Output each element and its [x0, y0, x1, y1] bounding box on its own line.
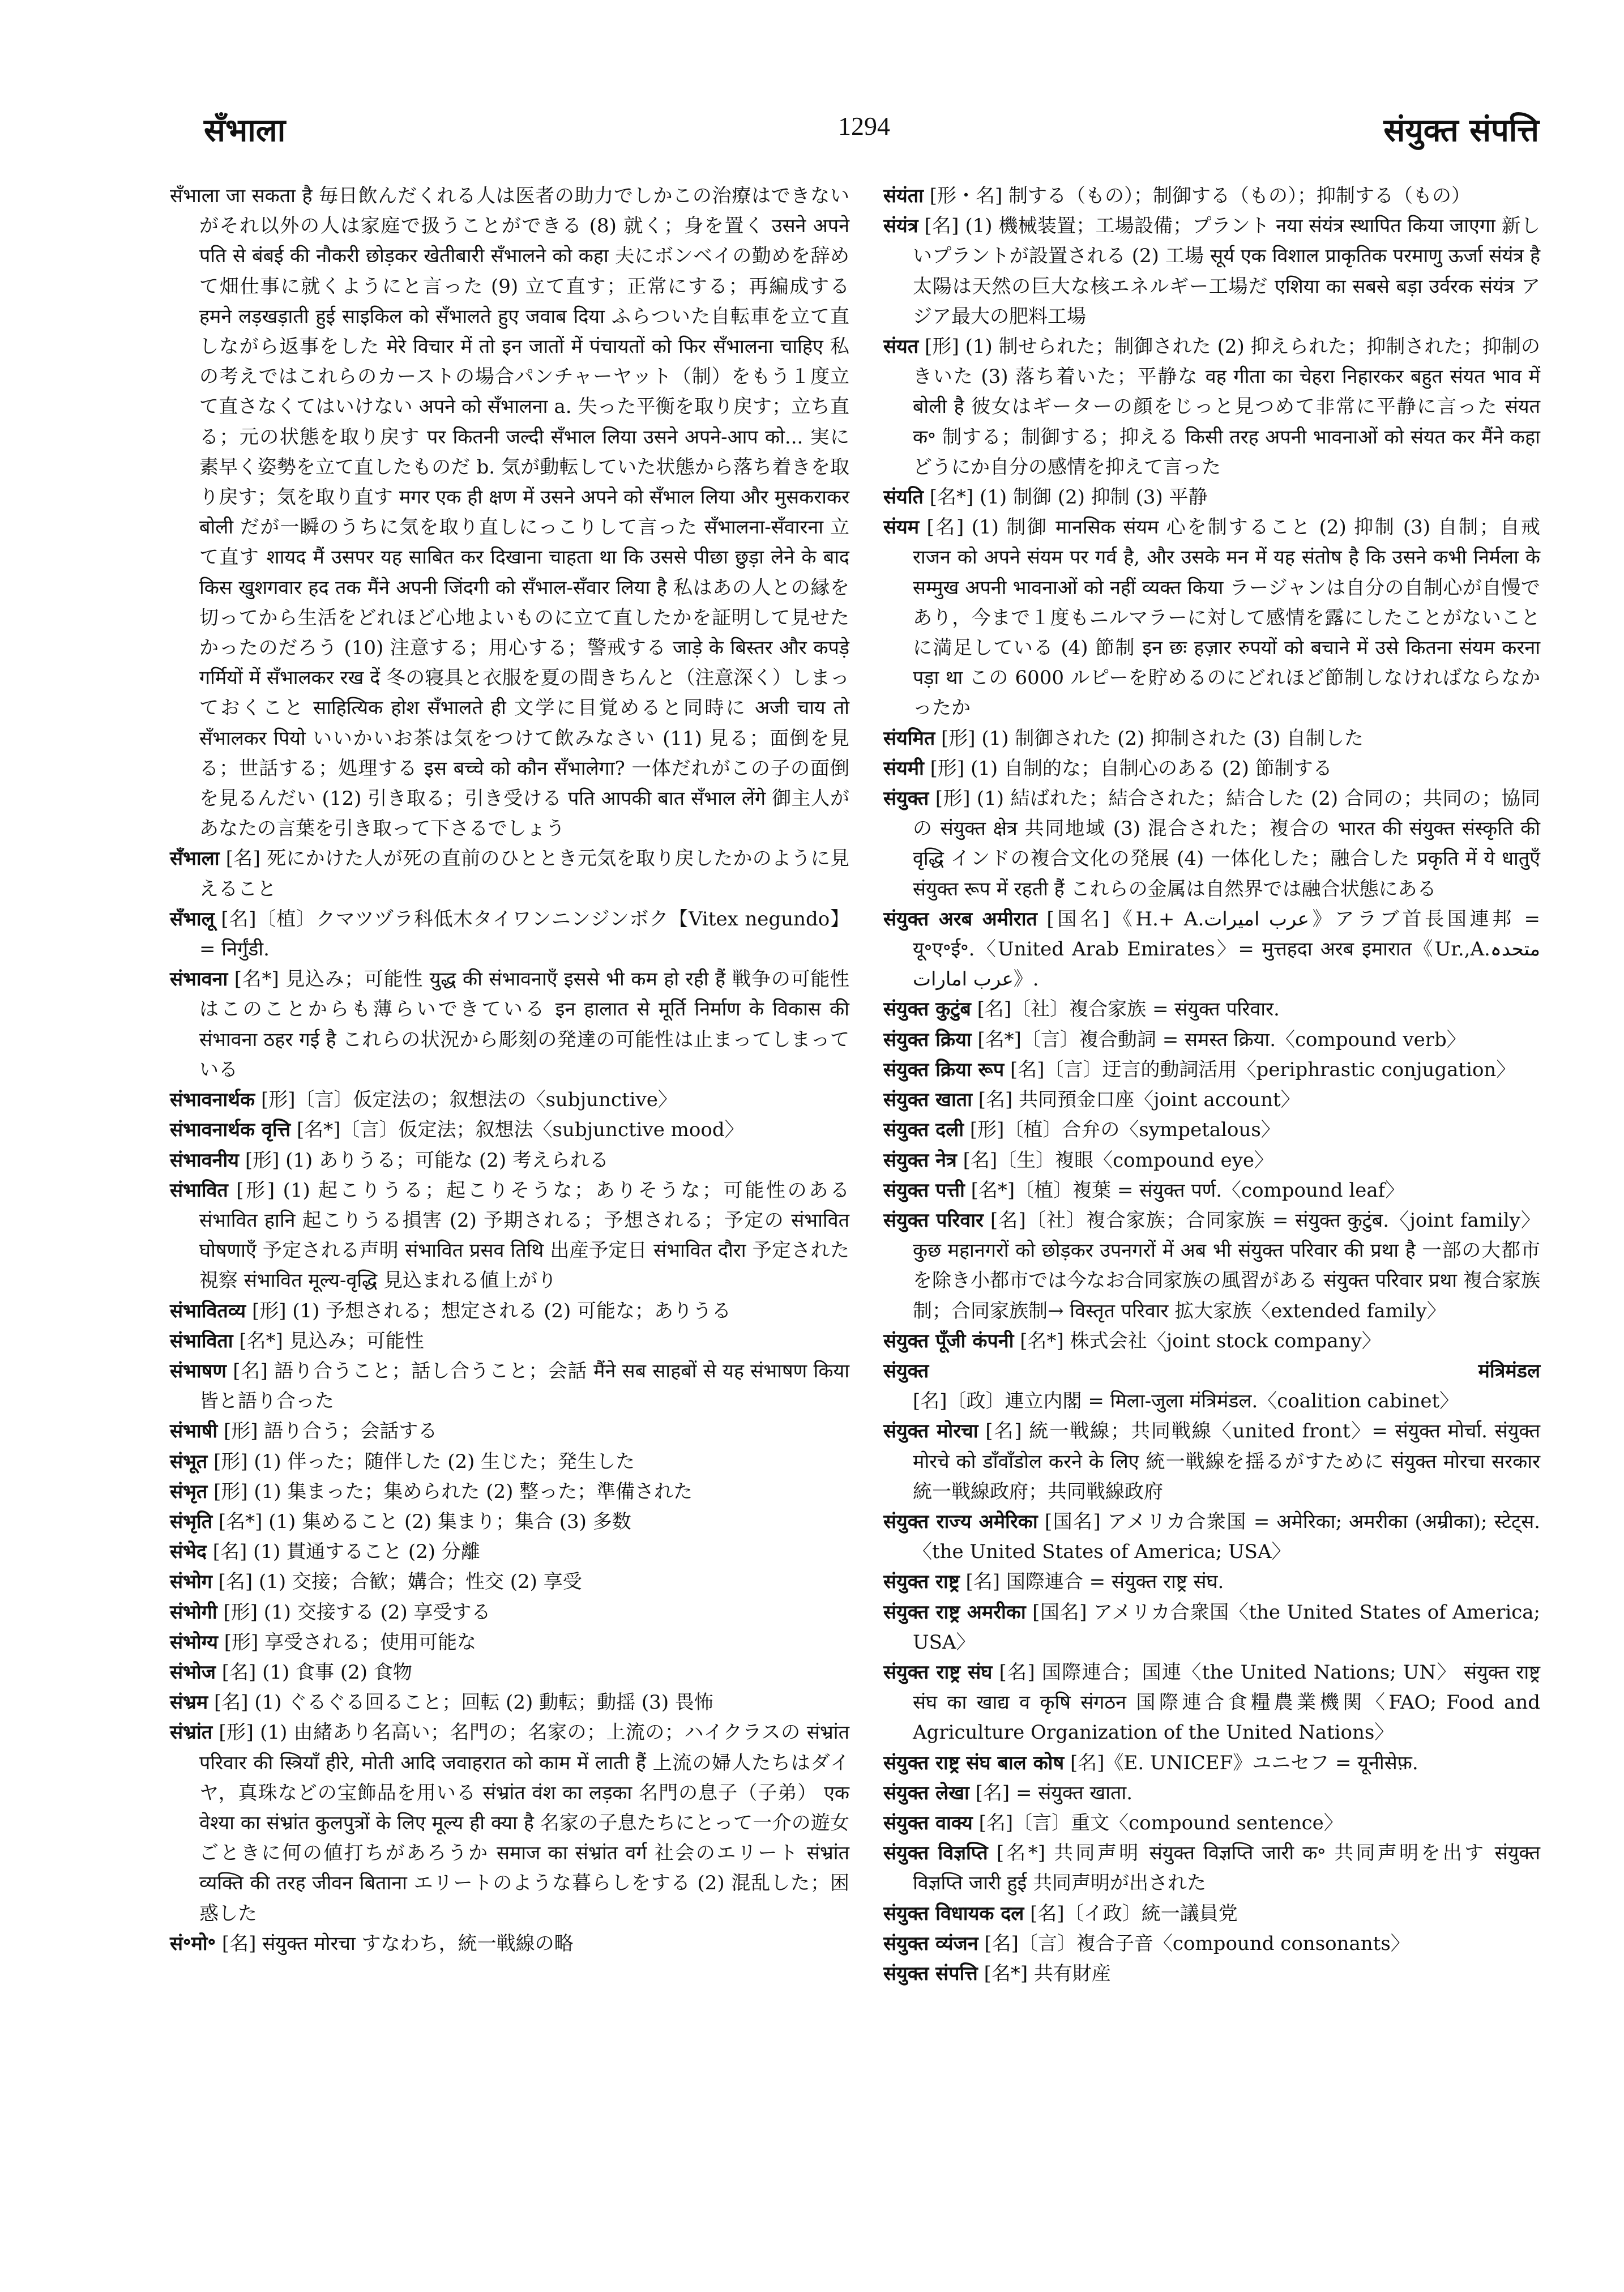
headword: संयत: [883, 335, 919, 358]
definition: [名*] 見込み；可能性 युद्ध की संभावनाएँ इससे भी कम हो रही हैं 戦争の可能性はこのことからも薄らいできている इन हालात से मूर्ति निर्माण के विकास की संभावना ठहर गई है これらの状況から彫刻の発達の可能性は止まってしまっている: [199, 968, 849, 1081]
dictionary-entry: [170, 1176, 849, 1296]
definition: [名]〔社〕複合家族 = संयुक्त परिवार.: [977, 998, 1280, 1021]
definition: [名]〔イ政〕統一議員党: [1030, 1902, 1238, 1925]
dictionary-entry: [170, 844, 849, 904]
headword: संभाविता: [170, 1329, 233, 1352]
definition: [形] (1) 制御された (2) 抑制された (3) 自制した: [941, 727, 1364, 750]
definition: [名]〔植〕クマツヅラ科低木タイワンニンジンボク【Vitex negundo】= निर्गुंडी.: [199, 907, 850, 961]
left-guide-word: सँभाला: [204, 112, 286, 149]
definition: [形] (1) 由緒あり名高い；名門の；名家の；上流の；ハイクラスの संभ्रांत परिवार की स्त्रियाँ हीरे, मोती आदि जवाहरात को काम में लाती हैं 上流の婦人たちはダイヤ，真珠などの宝飾品を用いる संभ्रांत वंश का लड़का 名門の息子（子弟） एक वेश्या का संभ्रांत कुलपुत्रों के लिए मूल्य ही क्या है 名家の子息たちにとって一介の遊女ごときに何の値打ちがあろうか समाज का संभ्रांत वर्ग 社会のエリート संभ्रांत व्यक्ति की तरह जीवन बिताना エリートのような暮らしをする (2) 混乱した；困惑した: [199, 1721, 849, 1925]
dictionary-entry: [170, 964, 849, 1085]
definition: [名]〔生〕複眼〈compound eye〉: [963, 1149, 1273, 1172]
headword: संयुक्त संपत्ति: [883, 1962, 978, 1985]
dictionary-entry: [883, 1025, 1540, 1055]
headword: संयुक्त खाता: [883, 1089, 972, 1112]
headword: संभृति: [170, 1510, 213, 1533]
dictionary-entry: [883, 1055, 1540, 1085]
definition: [名] = संयुक्त खाता.: [975, 1781, 1133, 1804]
definition: [形] (1) 予想される；想定される (2) 可能な；ありうる: [251, 1299, 732, 1322]
headword: संभ्रम: [170, 1691, 208, 1714]
definition: [名]〔言〕迂言的動詞活用〈periphrastic conjugation〉: [1010, 1058, 1516, 1081]
headword: संयुक्त पूँजी कंपनी: [883, 1329, 1014, 1352]
headword: संयंत्र: [883, 215, 918, 238]
dictionary-entry: [170, 1688, 849, 1718]
headword: संभोग्य: [170, 1631, 218, 1654]
definition: [名*] 共有財産: [984, 1962, 1111, 1985]
definition: [名]〔言〕複合子音〈compound consonants〉: [984, 1932, 1410, 1955]
dictionary-entry: [883, 1146, 1540, 1176]
dictionary-entry: [883, 1176, 1540, 1206]
dictionary-entry: [883, 1115, 1540, 1145]
headword: संयुक्त व्यंजन: [883, 1932, 978, 1955]
definition: [形] (1) 起こりうる；起こりそうな；ありそうな；可能性のある संभावित हानि 起こりうる損害 (2) 予期される；予想される；予定の संभावित घोषणाएँ 予定される声明 संभावित प्रसव तिथि 出産予定日 संभावित दौरा 予定された視察 संभावित मूल्य-वृद्धि 見込まれる値上がり: [199, 1179, 849, 1292]
dictionary-entry: [883, 483, 1540, 513]
dictionary-entry: [883, 1416, 1540, 1507]
dictionary-entry: [170, 1507, 849, 1537]
dictionary-entry: [883, 724, 1540, 754]
headword: सँभालू: [170, 907, 215, 931]
headword: संयुक्त मंत्रिमंडल: [883, 1359, 1540, 1382]
dictionary-entry: [883, 1326, 1540, 1356]
dictionary-entry: [170, 1718, 849, 1928]
headword: संभोग: [170, 1570, 212, 1594]
right-column: [883, 181, 1540, 1989]
page-header: [204, 108, 1539, 159]
headword: संभावना: [170, 968, 228, 991]
dictionary-entry: [170, 1567, 849, 1597]
definition: [名] (1) 機械装置；工場設備；プラント नया संयंत्र स्थापित किया जाएगा 新しいプラントが設置される (2) 工場 सूर्य एक विशाल प्राकृतिक परमाणु ऊर्जा संयंत्र है 太陽は天然の巨大な核エネルギー工場だ एशिया का सबसे बड़ा उर्वरक संयंत्र アジア最大の肥料工場: [913, 215, 1540, 328]
definition: [国名] アメリカ合衆国〈the United States of America; USA〉: [913, 1600, 1540, 1654]
definition: [形] (1) 伴った；随伴した (2) 生じた；発生した: [213, 1450, 635, 1473]
dictionary-entry: [883, 1778, 1540, 1808]
definition: [形] (1) 自制的な；自制心のある (2) 節制する: [930, 757, 1332, 780]
dictionary-entry: [883, 1808, 1540, 1838]
dictionary-entry: [883, 181, 1540, 211]
headword: संभृत: [170, 1480, 208, 1503]
headword: संयुक्त विज्ञप्ति: [883, 1842, 988, 1865]
headword: संयुक्त राष्ट्र अमरीका: [883, 1600, 1026, 1624]
dictionary-entry: [883, 1748, 1540, 1778]
left-column: [170, 181, 849, 1959]
dictionary-entry: [170, 1447, 849, 1477]
headword: संभावनीय: [170, 1149, 239, 1172]
definition: [名*]〔言〕複合動詞 = समस्त क्रिया.〈compound verb〉: [977, 1028, 1466, 1051]
dictionary-entry: [170, 1326, 849, 1356]
dictionary-entry: [883, 1567, 1540, 1597]
dictionary-entry: [883, 1899, 1540, 1929]
headword: संयुक्त अरब अमीरात: [883, 907, 1037, 931]
headword: संभावित: [170, 1179, 228, 1202]
definition: [国名] アメリカ合衆国 = अमेरिका; अमरीका (अम्रीका); स्टेट्स.〈the United States of America; USA〉: [913, 1510, 1540, 1564]
definition: [名] 統一戦線；共同戦線〈united front〉= संयुक्त मोर्चा. संयुक्त मोरचे को डाँवाँडोल करने के लिए 統一戦線を揺るがすために संयुक्त मोरचा सरकार 統一戦線政府；共同戦線政府: [913, 1420, 1540, 1503]
definition: [名]《E. UNICEF》ユニセフ = यूनीसेफ़.: [1070, 1751, 1418, 1774]
headword: संभावनार्थक: [170, 1089, 255, 1112]
headword: संभाषी: [170, 1420, 218, 1443]
definition: [名] 国際連合；国連〈the United Nations; UN〉 संयुक्त राष्ट्र संघ का खाद्य व कृषि संगठन 国際連合食糧農業機関〈FAO; Food and Agriculture Organization of the United Nations〉: [913, 1661, 1541, 1744]
headword: संभावितव्य: [170, 1299, 246, 1322]
headword: संयुक्त राज्य अमेरिका: [883, 1510, 1038, 1533]
dictionary-entry: [170, 904, 849, 964]
dictionary-entry: [883, 754, 1540, 784]
headword: संभोगी: [170, 1600, 217, 1624]
headword: संयमी: [883, 757, 924, 780]
dictionary-entry: [883, 904, 1540, 995]
dictionary-entry: [883, 1507, 1540, 1567]
definition: [名] 共同預金口座〈joint account〉: [978, 1089, 1300, 1112]
dictionary-entry: [883, 332, 1540, 483]
headword: संयति: [883, 486, 924, 509]
headword: संभावनार्थक वृत्ति: [170, 1119, 291, 1142]
dictionary-entry: [883, 1206, 1540, 1326]
dictionary-entry: [883, 1929, 1540, 1959]
definition: [形] 語り合う；会話する: [223, 1420, 438, 1443]
definition: [形] (1) 交接する (2) 享受する: [223, 1600, 491, 1624]
dictionary-entry: [170, 1115, 849, 1145]
definition: [名*] 見込み；可能性: [239, 1329, 424, 1352]
dictionary-entry: [170, 1929, 849, 1959]
headword: संयुक्त विधायक दल: [883, 1902, 1024, 1925]
headword: सँभाला: [170, 847, 220, 870]
definition: [名]〔言〕重文〈compound sentence〉: [978, 1811, 1343, 1834]
dictionary-entry: [883, 1356, 1540, 1416]
dictionary-entry: [170, 1356, 849, 1416]
headword: संयुक्त क्रिया रूप: [883, 1058, 1005, 1081]
headword: संयुक्त दली: [883, 1119, 964, 1142]
definition: [名*]〔言〕仮定法；叙想法〈subjunctive mood〉: [296, 1119, 744, 1142]
dictionary-entry: [170, 181, 849, 844]
definition: [形] (1) 制せられた；制御された (2) 抑えられた；抑制された；抑制のきいた (3) 落ち着いた；平静な वह गीता का चेहरा निहारकर बहुत संयत भाव में बोली है 彼女はギーターの顔をじっと見つめて非常に平静に言った संयत क॰ 制する；制御する；抑える किसी तरह अपनी भावनाओं को संयत कर मैंने कहा どうにか自分の感情を抑えて言った: [913, 335, 1540, 479]
definition: [名] 死にかけた人が死の直前のひととき元気を取り戻したかのように見えること: [199, 847, 849, 900]
definition: [国名]《H.+ A.عرب امیرات》アラブ首長国連邦 = यू॰ए॰ई॰.〈United Arab Emirates〉= मुत्तहदा अरब इमारात《Ur.,A.متحدہ عرب امارات》.: [913, 907, 1540, 991]
definition: [形] (1) ありうる；可能な (2) 考えられる: [245, 1149, 609, 1172]
dictionary-entry: [883, 1959, 1540, 1989]
definition: [形]〔植〕合弁の〈sympetalous〉: [969, 1119, 1280, 1142]
page-number: 1294: [838, 112, 890, 140]
definition: [名*]〔植〕複葉 = संयुक्त पर्ण.〈compound leaf〉: [971, 1179, 1405, 1202]
definition: [名*] (1) 集めること (2) 集まり；集合 (3) 多数: [218, 1510, 631, 1533]
dictionary-entry: [170, 1477, 849, 1507]
dictionary-entry: [170, 1537, 849, 1567]
dictionary-entry: [883, 513, 1540, 723]
definition: [形] (1) 集まった；集められた (2) 整った；準備された: [213, 1480, 693, 1503]
dictionary-entry: [170, 1085, 849, 1115]
definition: [名]〔社〕複合家族；合同家族 = संयुक्त कुटुंब.〈joint family〉 कुछ महानगरों को छोड़कर उपनगरों में अब भी संयुक्त परिवार की प्रथा है 一部の大都市を除き小都市では今なお合同家族の風習がある संयुक्त परिवार प्रथा 複合家族制；合同家族制→ विस्तृत परिवार 拡大家族〈extended family〉: [913, 1209, 1540, 1322]
headword: संभोज: [170, 1661, 216, 1684]
dictionary-entry: [170, 1658, 849, 1688]
dictionary-entry: [883, 995, 1540, 1025]
definition: [形] 享受される；使用可能な: [224, 1631, 477, 1654]
definition: [名*] 共同声明 संयुक्त विज्ञप्ति जारी क॰ 共同声明を出す संयुक्त विज्ञप्ति जारी हुई 共同声明が出された: [913, 1842, 1540, 1895]
definition: [名] 国際連合 = संयुक्त राष्ट्र संघ.: [965, 1570, 1224, 1594]
dictionary-entry: [883, 1658, 1540, 1748]
dictionary-entry: [883, 1838, 1540, 1898]
dictionary-entry: [170, 1146, 849, 1176]
definition: [名] (1) 食事 (2) 食物: [221, 1661, 412, 1684]
headword: संयुक्त परिवार: [883, 1209, 984, 1232]
headword: संयुक्त वाक्य: [883, 1811, 973, 1834]
headword: संयुक्त राष्ट्र संघ बाल कोष: [883, 1751, 1065, 1774]
headword: संभ्रांत: [170, 1721, 213, 1744]
dictionary-entry: [883, 211, 1540, 332]
dictionary-entry: [170, 1416, 849, 1446]
headword: संयुक्त नेत्र: [883, 1149, 957, 1172]
right-guide-word: संयुक्त संपत्ति: [1383, 112, 1539, 149]
headword: संयमित: [883, 727, 935, 750]
definition: [名] (1) 交接；合歓；媾合；性交 (2) 享受: [218, 1570, 582, 1594]
definition: [形] (1) 結ばれた；結合された；結合した (2) 合同の；共同の；協同の संयुक्त क्षेत्र 共同地域 (3) 混合された；複合の भारत की संयुक्त संस्कृति की वृद्धि インドの複合文化の発展 (4) 一体化した；融合した प्रकृति में ये धातुएँ संयुक्त रूप में रहती हैं これらの金属は自然界では融合状態にある: [913, 787, 1540, 900]
headword: संयुक्त राष्ट्र: [883, 1570, 960, 1594]
definition: सँभाला जा सकता है 毎日飲んだくれる人は医者の助力でしかこの治療はできないがそれ以外の人は家庭で扱うことができる (8) 就く；身を置く उसने अपने पति से बंबई की नौकरी छोड़कर खेतीबारी सँभालने को कहा 夫にボンベイの勤めを辞めて畑仕事に就くようにと言った (9) 立て直す；正常にする；再編成する हमने लड़खड़ाती हुई साइकिल को सँभालते हुए जवाब दिया ふらついた自転車を立て直しながら返事をした मेरे विचार में तो इन जातों में पंचायतों को फिर सँभालना चाहिए 私の考えではこれらのカーストの場合パンチャーヤット（制）をもう１度立て直さなくてはいけない अपने को सँभालना a. 失った平衡を取り戻す；立ち直る；元の状態を取り戻す पर कितनी जल्दी सँभाल लिया उसने अपने-आप को... 実に素早く姿勢を立て直したものだ b. 気が動転していた状態から落ち着きを取り戻す；気を取り直す मगर एक ही क्षण में उसने अपने को सँभाल लिया और मुसकराकर बोली だが一瞬のうちに気を取り直しにっこりして言った सँभालना-सँवारना 立て直す शायद मैं उसपर यह साबित कर दिखाना चाहता था कि उससे पीछा छुड़ा लेने के बाद किस खुशगवार हद तक मैंने अपनी जिंदगी को सँभाल-सँवार लिया है 私はあの人との縁を切ってから生活をどれほど心地よいものに立て直したかを証明して見せたかったのだろう (10) 注意する；用心する；警戒する जाड़े के बिस्तर और कपड़े गर्मियों में सँभालकर रख दें 冬の寝具と衣服を夏の間きちんと（注意深く）しまっておくこと साहित्यिक होश सँभालते ही 文学に目覚めると同時に अजी चाय तो सँभालकर पियो いいかいお茶は気をつけて飲みなさい (11) 見る；面倒を見る；世話する；処理する इस बच्चे को कौन सँभालेगा? 一体だれがこの子の面倒を見るんだい (12) 引き取る；引き受ける पति आपकी बात सँभाल लेंगे 御主人があなたの言葉を引き取って下さるでしょう: [170, 185, 849, 840]
headword: संयुक्त लेखा: [883, 1781, 969, 1804]
dictionary-entry: [170, 1296, 849, 1326]
headword: संयुक्त मोरचा: [883, 1420, 978, 1443]
dictionary-entry: [883, 1598, 1540, 1658]
definition: [名] संयुक्त मोरचा すなわち，統一戦線の略: [221, 1932, 574, 1955]
definition: [名*] (1) 制御 (2) 抑制 (3) 平静: [929, 486, 1208, 509]
dictionary-entry: [883, 784, 1540, 904]
headword: संयंता: [883, 185, 924, 207]
definition: [名] (1) 貫通すること (2) 分離: [212, 1540, 480, 1564]
dictionary-entry: [883, 1085, 1540, 1115]
dictionary-entry: [170, 1598, 849, 1628]
definition: [形]〔言〕仮定法の；叙想法の〈subjunctive〉: [260, 1089, 677, 1112]
definition: [名] (1) 制御 मानसिक संयम 心を制すること (2) 抑制 (3) 自制；自戒 राजन को अपने संयम पर गर्व है, और उसके मन में यह संतोष है कि उसने कभी निर्मला के सम्मुख अपनी भावनाओं को नहीं व्यक्त किया ラージャンは自分の自制心が自慢であり，今まで１度もニルマラーに対して感情を露にしたことがないことに満足している (4) 節制 इन छः हज़ार रुपयों को बचाने में उसे कितना संयम करना पड़ा था この 6000 ルピーを貯めるのにどれほど節制しなければならなかったか: [913, 516, 1540, 720]
definition: [形・名] 制する（もの）；制御する（もの）；抑制する（もの）: [929, 185, 1471, 207]
headword: संयुक्त कुटुंब: [883, 998, 971, 1021]
headword: संयुक्त पत्ती: [883, 1179, 965, 1202]
headword: संयम: [883, 516, 920, 539]
definition: [名] 語り合うこと；話し合うこと；会話 मैंने सब साहबों से यह संभाषण किया 皆と語り合った: [199, 1359, 849, 1413]
headword: संभूत: [170, 1450, 208, 1473]
headword: संयुक्त राष्ट्र संघ: [883, 1661, 993, 1684]
headword: संभेद: [170, 1540, 207, 1564]
dictionary-entry: [170, 1628, 849, 1658]
definition: [名]〔政〕連立内閣 = मिला-जुला मंत्रिमंडल.〈coalition cabinet〉: [913, 1390, 1459, 1413]
headword: संयुक्त क्रिया: [883, 1028, 972, 1051]
headword: संभाषण: [170, 1359, 226, 1382]
headword: संयुक्त: [883, 787, 929, 810]
definition: [名] (1) ぐるぐる回ること；回転 (2) 動転；動揺 (3) 畏怖: [214, 1691, 713, 1714]
definition: [名*] 株式会社〈joint stock company〉: [1020, 1329, 1381, 1352]
headword: सं॰मो॰: [170, 1932, 216, 1955]
